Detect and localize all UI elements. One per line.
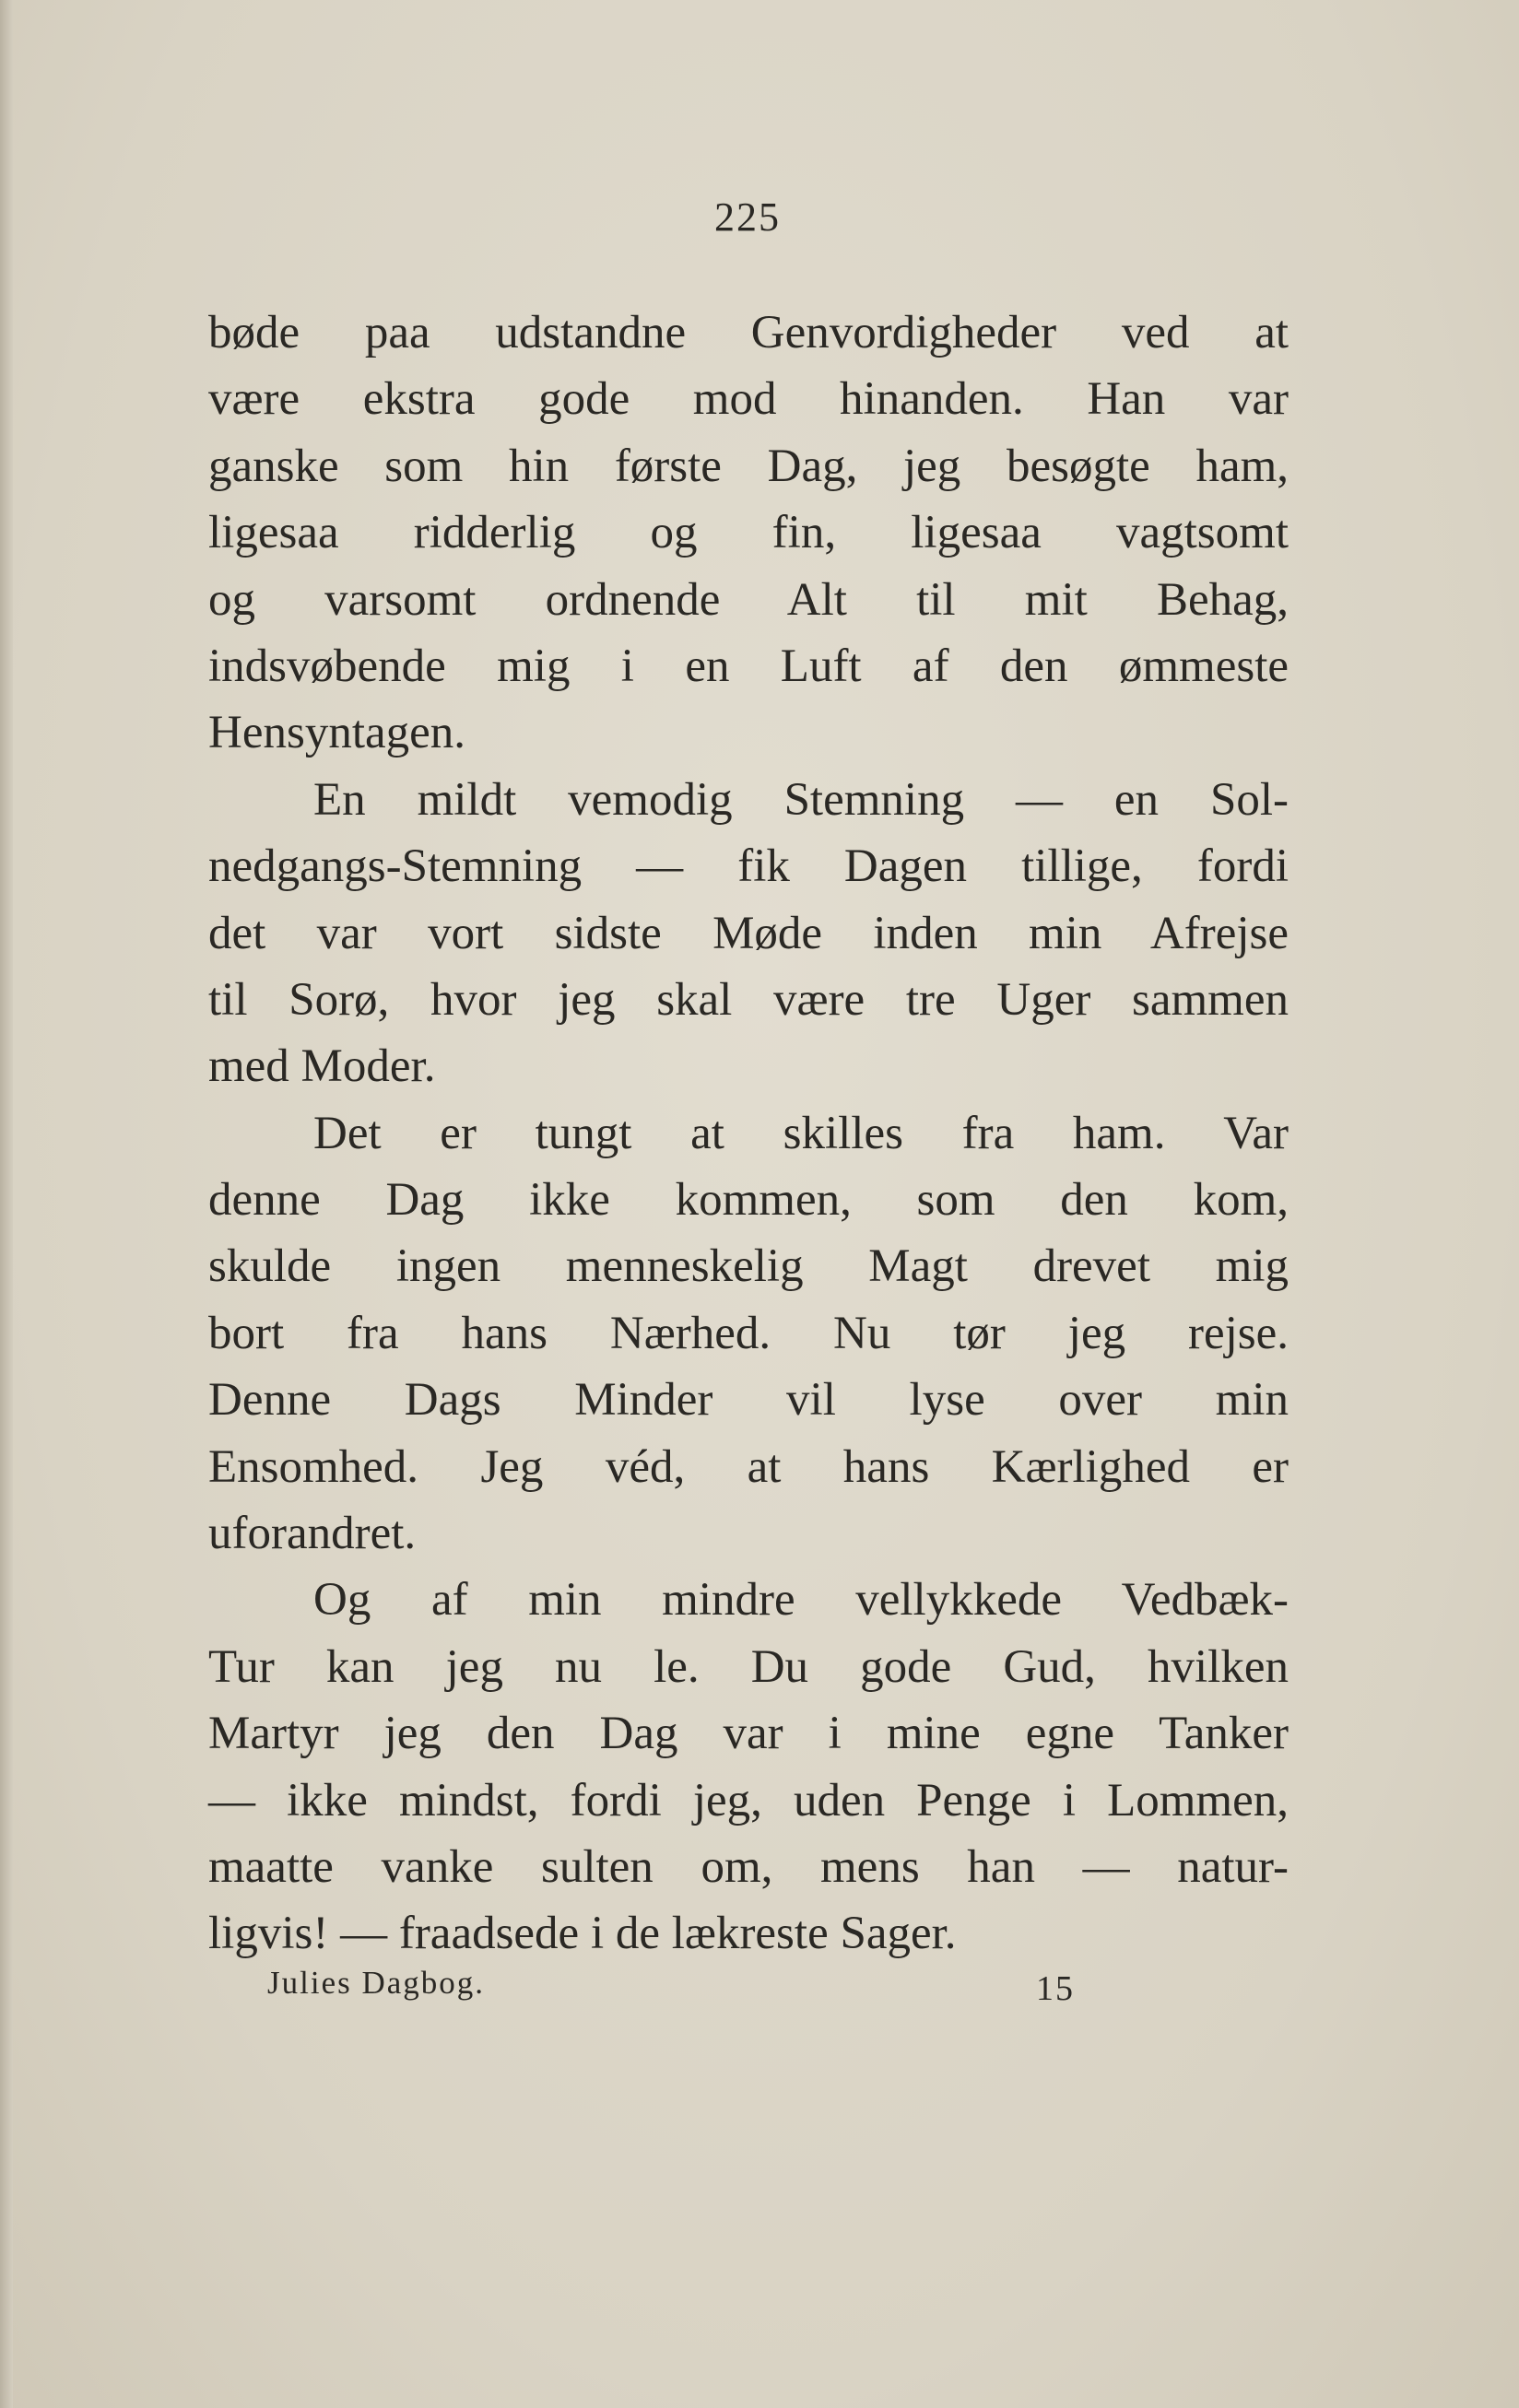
text-line: til Sorø, hvor jeg skal være tre Uger sammen <box>208 973 1289 1026</box>
text-line: — ikke mindst, fordi jeg, uden Penge i Lommen, <box>208 1774 1289 1827</box>
text-line: ganske som hin første Dag, jeg besøgte ham, <box>208 440 1289 492</box>
text-line: maatte vanke sulten om, mens han — natur- <box>208 1840 1289 1893</box>
text-line: bort fra hans Nærhed. Nu tør jeg rejse. <box>208 1307 1289 1359</box>
text-line: bøde paa udstandne Genvordigheder ved at <box>208 307 1289 358</box>
text-line: ligvis! — fraadsede i de lækreste Sager. <box>208 1908 957 1960</box>
page-edge <box>0 0 13 2408</box>
text-line: Det er tungt at skilles fra ham. Var <box>313 1107 1289 1159</box>
text-line: Denne Dags Minder vil lyse over min <box>208 1374 1289 1427</box>
text-line: En mildt vemodig Stemning — en Sol- <box>313 773 1289 826</box>
sheet-number: 15 <box>1036 1969 1075 2008</box>
text-line: denne Dag ikke kommen, som den kom, <box>208 1174 1289 1227</box>
text-line: skulde ingen menneskelig Magt drevet mig <box>208 1240 1289 1293</box>
text-line: og varsomt ordnende Alt til mit Behag, <box>208 573 1289 626</box>
text-line: ligesaa ridderlig og fin, ligesaa vagtsomt <box>208 507 1289 559</box>
text-line: Tur kan jeg nu le. Du gode Gud, hvilken <box>208 1640 1289 1693</box>
text-line: nedgangs-Stemning — fik Dagen tillige, fordi <box>208 840 1289 893</box>
text-line: være ekstra gode mod hinanden. Han var <box>208 373 1289 426</box>
text-line: Og af min mindre vellykkede Vedbæk- <box>313 1574 1289 1627</box>
text-line: Martyr jeg den Dag var i mine egne Tanker <box>208 1708 1289 1760</box>
text-line: det var vort sidste Møde inden min Afrejse <box>208 907 1289 959</box>
text-line: indsvøbende mig i en Luft af den ømmeste <box>208 640 1289 692</box>
text-line: med Moder. <box>208 1040 436 1093</box>
body-text <box>208 300 1289 1968</box>
signature-mark: Julies Dagbog. <box>267 1965 486 2001</box>
text-line: Hensyntagen. <box>208 707 466 759</box>
page-number: 225 <box>714 194 781 240</box>
text-line: uforandret. <box>208 1508 417 1560</box>
text-line: Ensomhed. Jeg véd, at hans Kærlighed er <box>208 1440 1289 1493</box>
